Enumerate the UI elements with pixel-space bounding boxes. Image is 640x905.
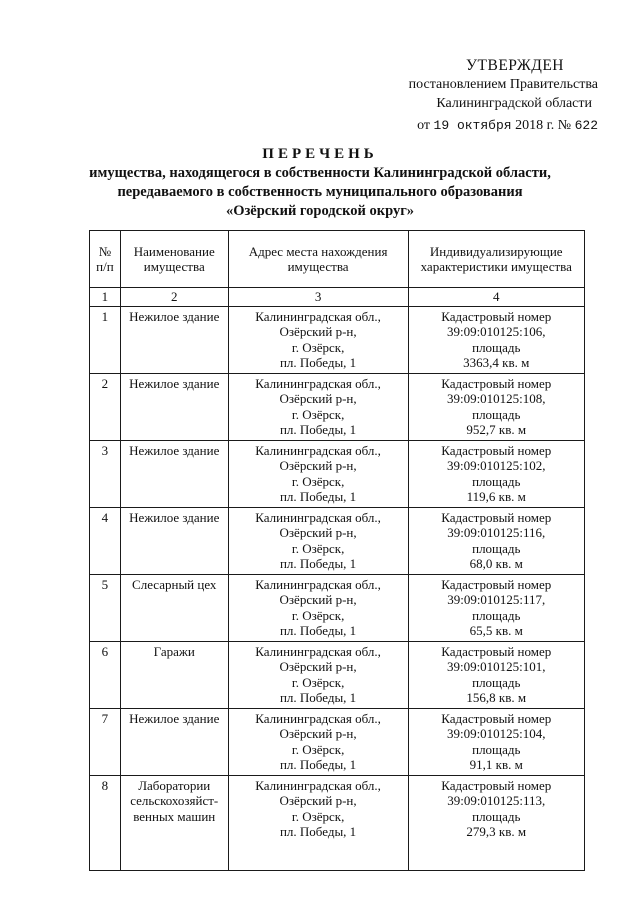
- property-address: [228, 373, 408, 440]
- characteristic-line: Кадастровый номер: [441, 777, 552, 793]
- characteristic-line: Кадастровый номер: [441, 576, 552, 592]
- property-characteristics: [408, 775, 584, 870]
- table-row: [90, 440, 585, 507]
- characteristic-line: 39:09:010125:106,: [446, 324, 546, 339]
- approval-authority: постановлением Правительства: [408, 77, 598, 92]
- characteristic-line: площадь: [472, 741, 521, 757]
- row-number: 2: [90, 373, 121, 440]
- address-line: пл. Победы, 1: [279, 757, 357, 772]
- property-address: [228, 440, 408, 507]
- characteristic-line: 952,7 кв. м: [466, 422, 527, 437]
- address-line: Озёрский р-н,: [279, 592, 357, 607]
- property-name: Нежилое здание: [120, 507, 228, 574]
- characteristic-line: 279,3 кв. м: [466, 824, 527, 839]
- table-header-row: [90, 231, 585, 288]
- property-characteristics: [408, 440, 584, 507]
- title-heading: ПЕРЕЧЕНЬ: [262, 146, 378, 162]
- address-line: Озёрский р-н,: [279, 525, 357, 540]
- property-address: [228, 641, 408, 708]
- characteristic-line: Кадастровый номер: [441, 509, 552, 525]
- address-line: г. Озёрск,: [291, 406, 345, 422]
- column-number: 3: [228, 288, 408, 307]
- characteristic-line: Кадастровый номер: [441, 442, 552, 458]
- table-row: [90, 373, 585, 440]
- property-address: [228, 775, 408, 870]
- column-number: 4: [408, 288, 584, 307]
- row-number: 1: [90, 306, 121, 373]
- address-line: г. Озёрск,: [291, 741, 345, 757]
- characteristic-line: площадь: [472, 540, 521, 556]
- property-name: Нежилое здание: [120, 373, 228, 440]
- address-line: Озёрский р-н,: [279, 726, 357, 741]
- characteristic-line: площадь: [472, 674, 521, 690]
- address-line: Калининградская обл.,: [255, 777, 381, 793]
- property-name: Лаборатории сельскохозяйст-венных машин: [120, 775, 228, 870]
- approval-year: 2018 г.: [515, 118, 555, 133]
- row-number: 5: [90, 574, 121, 641]
- property-name: Нежилое здание: [120, 306, 228, 373]
- characteristic-line: 39:09:010125:108,: [446, 391, 546, 406]
- characteristic-line: 39:09:010125:116,: [447, 525, 546, 540]
- address-line: пл. Победы, 1: [279, 623, 357, 638]
- address-line: г. Озёрск,: [291, 540, 345, 556]
- address-line: г. Озёрск,: [291, 473, 345, 489]
- approval-block: [368, 56, 598, 135]
- address-line: Калининградская обл.,: [255, 710, 381, 726]
- approval-region: Калининградской области: [436, 96, 592, 111]
- address-line: г. Озёрск,: [291, 607, 345, 623]
- property-characteristics: [408, 708, 584, 775]
- characteristic-line: 39:09:010125:113,: [447, 793, 546, 808]
- property-characteristics: [408, 373, 584, 440]
- address-line: Озёрский р-н,: [279, 659, 357, 674]
- title-line-2: передаваемого в собственность муниципального образования: [117, 184, 523, 200]
- row-number: 4: [90, 507, 121, 574]
- address-line: Калининградская обл.,: [255, 643, 381, 659]
- address-line: Калининградская обл.,: [255, 442, 381, 458]
- characteristic-line: площадь: [472, 473, 521, 489]
- characteristic-line: площадь: [472, 339, 521, 355]
- property-address: [228, 306, 408, 373]
- characteristic-line: Кадастровый номер: [441, 710, 552, 726]
- header-number: № п/п: [90, 231, 121, 288]
- property-table: [89, 230, 585, 871]
- approval-number: 622: [574, 118, 598, 133]
- address-line: пл. Победы, 1: [279, 824, 357, 839]
- address-line: Калининградская обл.,: [255, 509, 381, 525]
- property-characteristics: [408, 641, 584, 708]
- address-line: Калининградская обл.,: [255, 308, 381, 324]
- date-prefix: от: [417, 118, 431, 133]
- characteristic-line: 65,5 кв. м: [469, 623, 523, 638]
- header-name: Наименование имущества: [120, 231, 228, 288]
- address-line: Калининградская обл.,: [255, 576, 381, 592]
- table-row: [90, 775, 585, 870]
- characteristic-line: 39:09:010125:102,: [446, 458, 546, 473]
- property-characteristics: [408, 507, 584, 574]
- table-row: [90, 306, 585, 373]
- characteristic-line: 119,6 кв. м: [466, 489, 526, 504]
- row-number: 7: [90, 708, 121, 775]
- table-row: [90, 641, 585, 708]
- characteristic-line: площадь: [472, 808, 521, 824]
- address-line: Озёрский р-н,: [279, 324, 357, 339]
- address-line: Озёрский р-н,: [279, 391, 357, 406]
- title-line-3: «Озёрский городской округ»: [225, 203, 415, 219]
- property-name: Гаражи: [120, 641, 228, 708]
- row-number: 8: [90, 775, 121, 870]
- address-line: пл. Победы, 1: [279, 422, 357, 437]
- characteristic-line: 39:09:010125:101,: [446, 659, 546, 674]
- address-line: Озёрский р-н,: [279, 458, 357, 473]
- characteristic-line: площадь: [472, 406, 521, 422]
- document-title: [0, 145, 640, 221]
- table-row: [90, 507, 585, 574]
- property-address: [228, 574, 408, 641]
- characteristic-line: Кадастровый номер: [441, 643, 552, 659]
- address-line: пл. Победы, 1: [279, 355, 357, 370]
- row-number: 6: [90, 641, 121, 708]
- approved-label: УТВЕРЖДЕН: [466, 57, 564, 74]
- characteristic-line: 156,8 кв. м: [466, 690, 527, 705]
- row-number: 3: [90, 440, 121, 507]
- characteristic-line: Кадастровый номер: [441, 375, 552, 391]
- address-line: пл. Победы, 1: [279, 556, 357, 571]
- address-line: г. Озёрск,: [291, 674, 345, 690]
- table-row: [90, 574, 585, 641]
- address-line: Озёрский р-н,: [279, 793, 357, 808]
- characteristic-line: 39:09:010125:117,: [447, 592, 546, 607]
- column-number: 2: [120, 288, 228, 307]
- property-name: Слесарный цех: [120, 574, 228, 641]
- title-line-1: имущества, находящегося в собственности Калининградской области,: [89, 165, 551, 181]
- address-line: Калининградская обл.,: [255, 375, 381, 391]
- address-line: пл. Победы, 1: [279, 690, 357, 705]
- property-name: Нежилое здание: [120, 440, 228, 507]
- header-characteristics: Индивидуализирующие характеристики имущества: [408, 231, 584, 288]
- approval-date-line: [368, 116, 598, 135]
- characteristic-line: 68,0 кв. м: [469, 556, 523, 571]
- address-line: г. Озёрск,: [291, 808, 345, 824]
- property-characteristics: [408, 306, 584, 373]
- characteristic-line: Кадастровый номер: [441, 308, 552, 324]
- property-address: [228, 708, 408, 775]
- characteristic-line: 39:09:010125:104,: [446, 726, 546, 741]
- address-line: пл. Победы, 1: [279, 489, 357, 504]
- table-row: [90, 708, 585, 775]
- column-number: 1: [90, 288, 121, 307]
- characteristic-line: 91,1 кв. м: [469, 757, 523, 772]
- property-address: [228, 507, 408, 574]
- address-line: г. Озёрск,: [291, 339, 345, 355]
- header-address: Адрес места нахождения имущества: [228, 231, 408, 288]
- number-label: №: [557, 118, 572, 133]
- approval-date: 19 октября: [433, 118, 512, 133]
- property-characteristics: [408, 574, 584, 641]
- property-name: Нежилое здание: [120, 708, 228, 775]
- characteristic-line: площадь: [472, 607, 521, 623]
- column-numbers-row: [90, 288, 585, 307]
- characteristic-line: 3363,4 кв. м: [463, 355, 530, 370]
